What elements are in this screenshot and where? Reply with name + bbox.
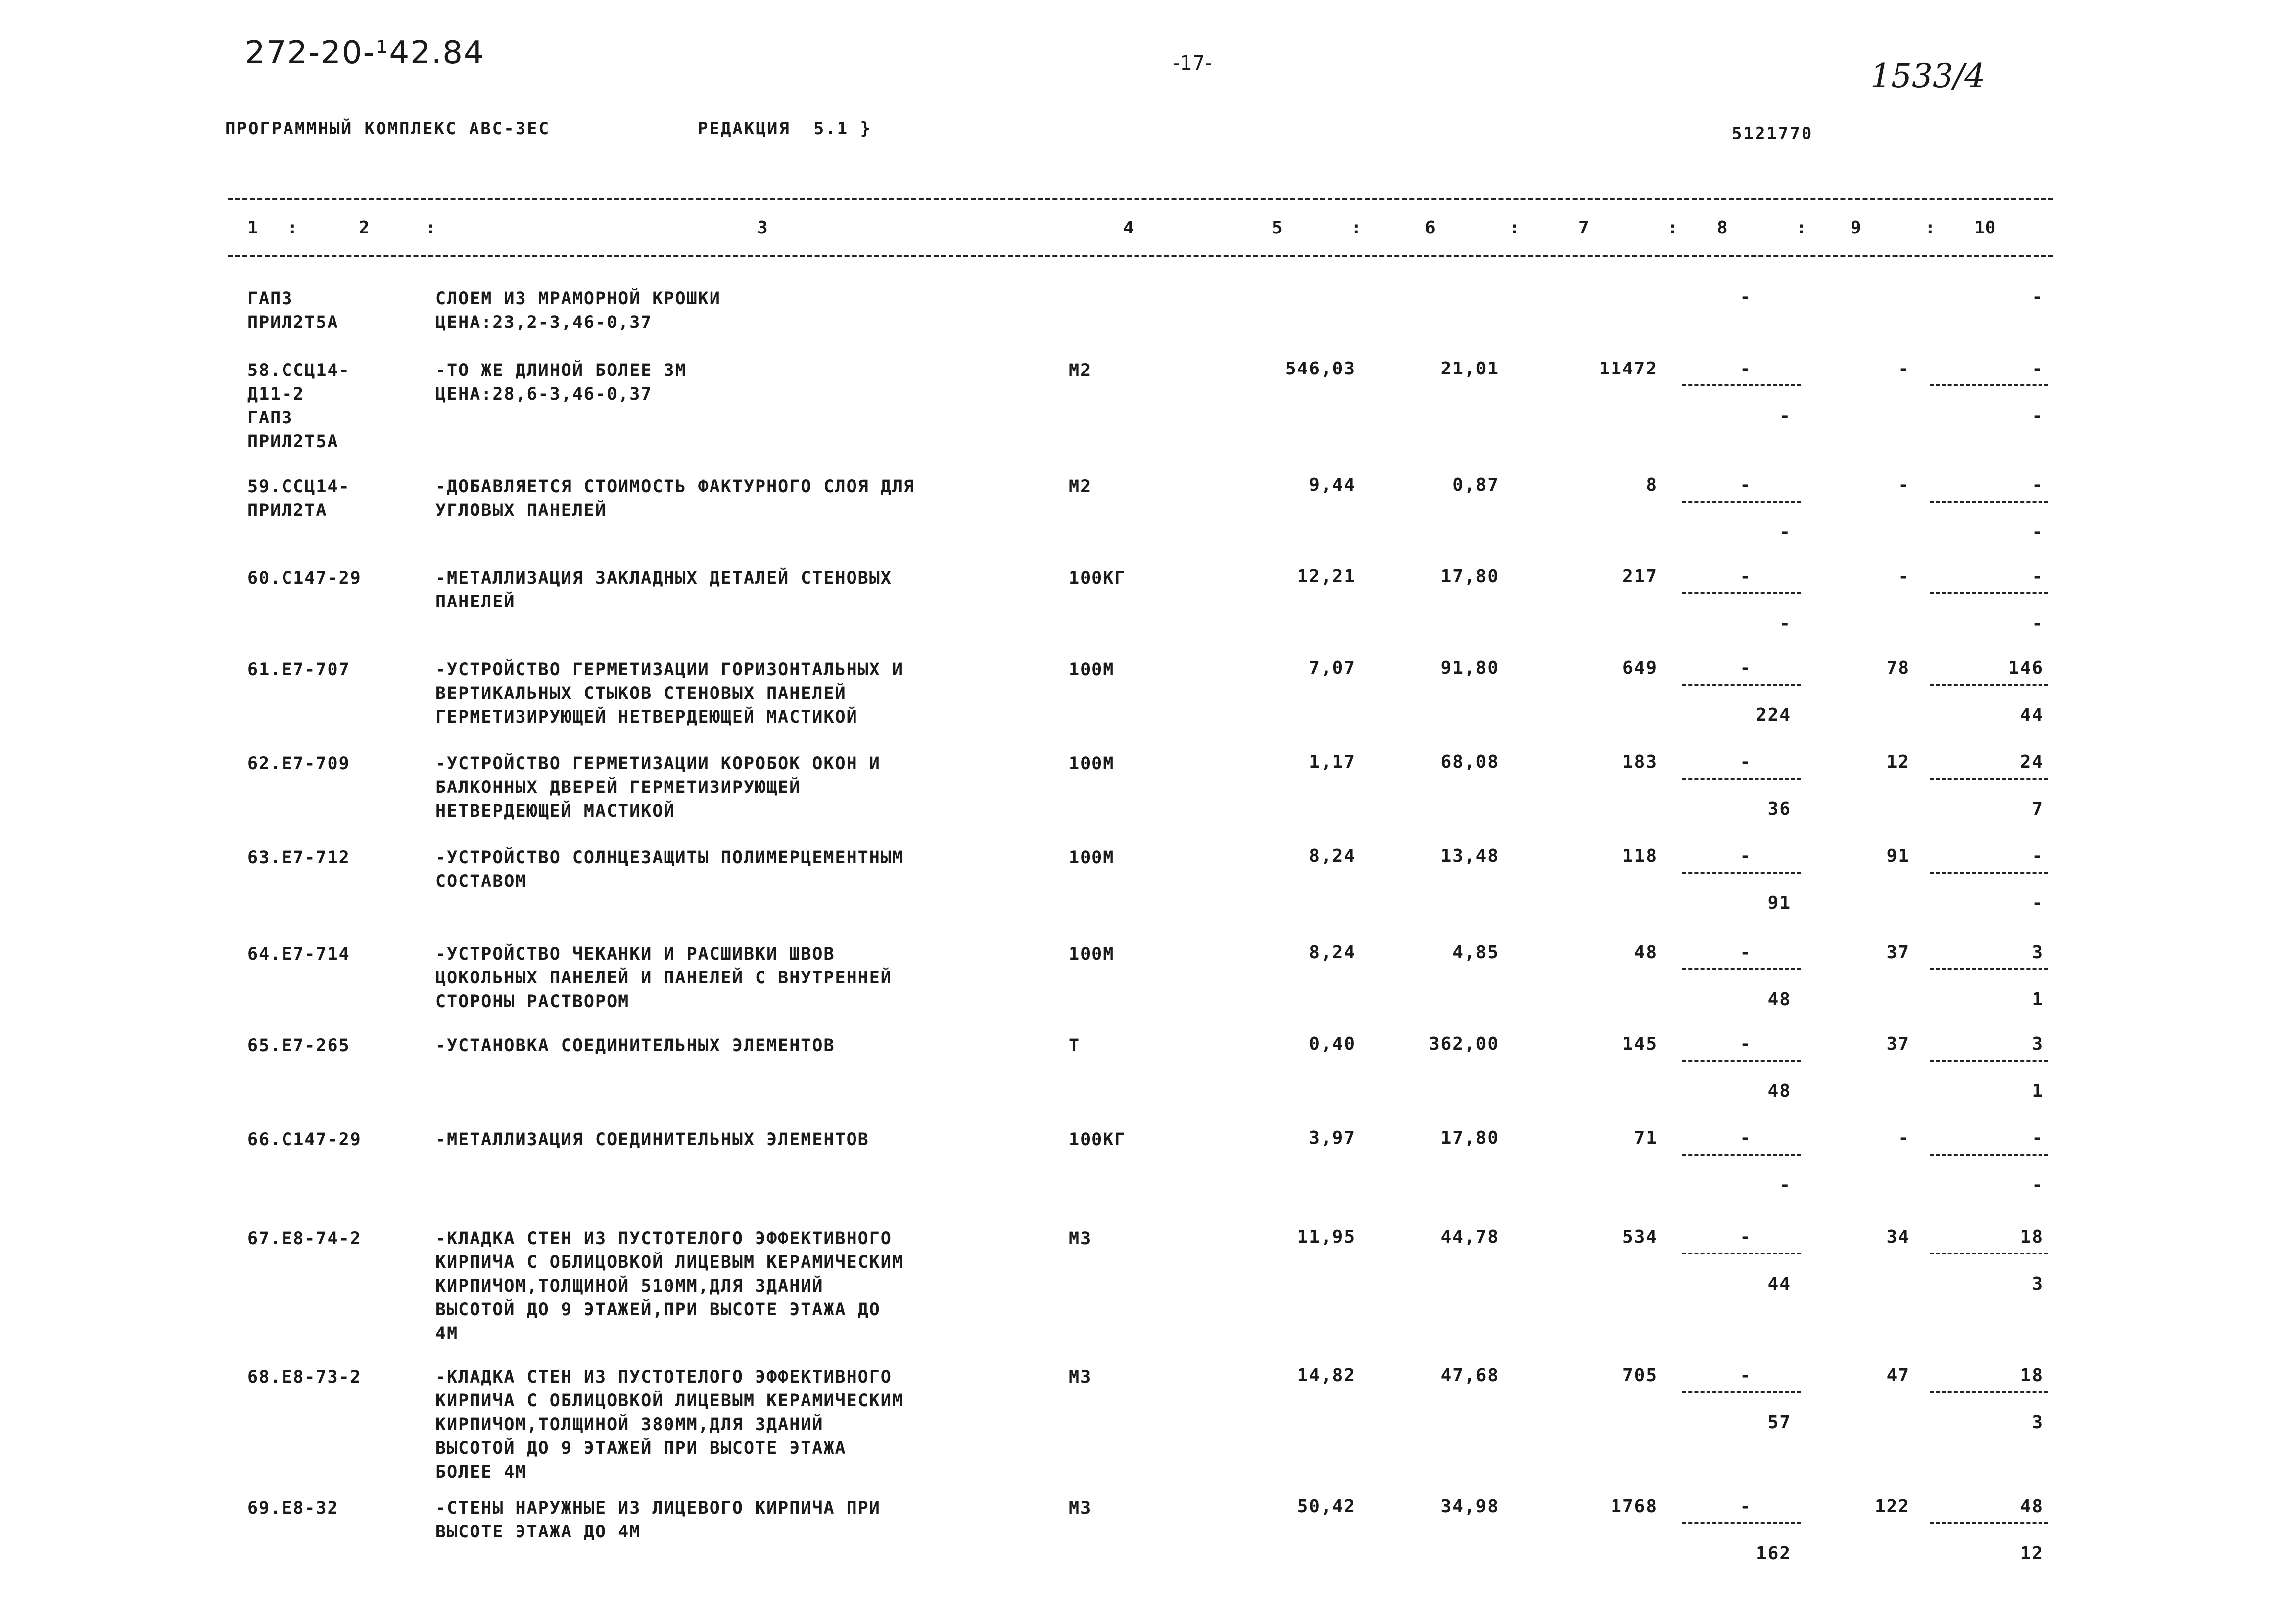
row-col8-top: - bbox=[1740, 658, 1752, 678]
column-header-12: 8 bbox=[1717, 218, 1728, 238]
row-description: НЕТВЕРДЕЮЩЕЙ МАСТИКОЙ bbox=[435, 801, 675, 821]
row-total: 705 bbox=[1622, 1365, 1658, 1386]
row-description: -МЕТАЛЛИЗАЦИЯ ЗАКЛАДНЫХ ДЕТАЛЕЙ СТЕНОВЫХ bbox=[435, 568, 892, 588]
col8-divider bbox=[1682, 872, 1801, 874]
row-description: УГЛОВЫХ ПАНЕЛЕЙ bbox=[435, 501, 607, 520]
column-header-1: : bbox=[287, 218, 298, 238]
row-col8-bottom: 44 bbox=[1767, 1274, 1791, 1294]
row-col8-top: - bbox=[1740, 475, 1752, 495]
row-col10-top: 3 bbox=[2032, 1034, 2043, 1054]
column-header-10: 7 bbox=[1578, 218, 1589, 238]
row-col10-top: 24 bbox=[2020, 752, 2043, 772]
row-description: ПАНЕЛЕЙ bbox=[435, 592, 516, 612]
col8-divider bbox=[1682, 1154, 1801, 1156]
row-description: -ТО ЖЕ ДЛИНОЙ БОЛЕЕ 3М bbox=[435, 361, 687, 380]
row-col10-top: 146 bbox=[2008, 658, 2043, 678]
row-code: 61.Е7-707 bbox=[247, 660, 350, 680]
row-col9: 34 bbox=[1886, 1227, 1910, 1247]
row-quantity: 12,21 bbox=[1297, 566, 1356, 587]
row-code: 58.ССЦ14- bbox=[247, 361, 350, 380]
row-col8-bottom: 224 bbox=[1756, 705, 1791, 725]
row-col10-top: - bbox=[2032, 1128, 2043, 1148]
col8-divider bbox=[1682, 968, 1801, 970]
row-unit: 100КГ bbox=[1069, 1130, 1126, 1150]
column-header-11: : bbox=[1667, 218, 1678, 238]
row-description: БАЛКОННЫХ ДВЕРЕЙ ГЕРМЕТИЗИРУЮЩЕЙ bbox=[435, 778, 801, 797]
row-unit-price: 21,01 bbox=[1440, 359, 1499, 379]
row-unit-price: 44,78 bbox=[1440, 1227, 1499, 1247]
row-col10-top: 18 bbox=[2020, 1227, 2043, 1247]
table-top-rule bbox=[228, 198, 2053, 200]
row-code: 66.С147-29 bbox=[247, 1130, 362, 1150]
row-col10-top: - bbox=[2032, 287, 2043, 307]
row-total: 71 bbox=[1634, 1128, 1658, 1148]
row-col8-bottom: - bbox=[1779, 1175, 1791, 1195]
column-header-16: 10 bbox=[1974, 218, 1996, 238]
row-total: 1768 bbox=[1611, 1496, 1658, 1517]
row-col10-top: - bbox=[2032, 566, 2043, 587]
row-total: 649 bbox=[1622, 658, 1658, 678]
row-total: 118 bbox=[1622, 846, 1658, 866]
column-header-2: 2 bbox=[359, 218, 370, 238]
col10-divider bbox=[1930, 384, 2048, 386]
col8-divider bbox=[1682, 1522, 1801, 1524]
row-unit: 100М bbox=[1069, 944, 1115, 964]
row-col9: 37 bbox=[1886, 942, 1910, 963]
row-col8-top: - bbox=[1740, 846, 1752, 866]
row-col8-top: - bbox=[1740, 1496, 1752, 1517]
row-unit-price: 17,80 bbox=[1440, 566, 1499, 587]
row-col10-bottom: 12 bbox=[2020, 1543, 2043, 1564]
row-description: СОСТАВОМ bbox=[435, 872, 527, 891]
row-quantity: 1,17 bbox=[1309, 752, 1356, 772]
col10-divider bbox=[1930, 968, 2048, 970]
row-col9: 78 bbox=[1886, 658, 1910, 678]
column-header-15: : bbox=[1925, 218, 1936, 238]
col8-divider bbox=[1682, 501, 1801, 503]
row-description: ЦЕНА:28,6-3,46-0,37 bbox=[435, 384, 653, 404]
row-total: 11472 bbox=[1599, 359, 1658, 379]
col10-divider bbox=[1930, 1154, 2048, 1156]
row-col8-top: - bbox=[1740, 359, 1752, 379]
row-description: -МЕТАЛЛИЗАЦИЯ СОЕДИНИТЕЛЬНЫХ ЭЛЕМЕНТОВ bbox=[435, 1130, 869, 1150]
row-col8-bottom: 48 bbox=[1767, 989, 1791, 1010]
row-code: ПРИЛ2ТА bbox=[247, 501, 328, 520]
row-col9: 91 bbox=[1886, 846, 1910, 866]
row-unit: М2 bbox=[1069, 361, 1092, 380]
row-description: БОЛЕЕ 4М bbox=[435, 1462, 527, 1482]
row-description: -КЛАДКА СТЕН ИЗ ПУСТОТЕЛОГО ЭФФЕКТИВНОГО bbox=[435, 1367, 892, 1387]
row-code: 67.Е8-74-2 bbox=[247, 1229, 362, 1249]
row-description: ВЫСОТОЙ ДО 9 ЭТАЖЕЙ ПРИ ВЫСОТЕ ЭТАЖА bbox=[435, 1438, 847, 1458]
row-col8-top: - bbox=[1740, 1034, 1752, 1054]
row-description: ВЫСОТЕ ЭТАЖА ДО 4М bbox=[435, 1522, 641, 1542]
row-code: ПРИЛ2Т5А bbox=[247, 313, 339, 332]
column-header-0: 1 bbox=[247, 218, 258, 238]
row-col10-bottom: - bbox=[2032, 522, 2043, 542]
row-col10-top: 3 bbox=[2032, 942, 2043, 963]
row-col10-top: - bbox=[2032, 475, 2043, 495]
column-header-13: : bbox=[1796, 218, 1807, 238]
row-description: -УСТРОЙСТВО СОЛНЦЕЗАЩИТЫ ПОЛИМЕРЦЕМЕНТНЫМ bbox=[435, 848, 903, 868]
row-col8-bottom: 91 bbox=[1767, 893, 1791, 913]
row-unit: 100КГ bbox=[1069, 568, 1126, 588]
row-col10-bottom: 44 bbox=[2020, 705, 2043, 725]
col10-divider bbox=[1930, 1253, 2048, 1254]
row-total: 534 bbox=[1622, 1227, 1658, 1247]
col8-divider bbox=[1682, 1060, 1801, 1062]
row-unit: 100М bbox=[1069, 848, 1115, 868]
row-col9: 37 bbox=[1886, 1034, 1910, 1054]
row-col10-bottom: 3 bbox=[2032, 1274, 2043, 1294]
row-code: 62.Е7-709 bbox=[247, 754, 350, 774]
row-description: КИРПИЧА С ОБЛИЦОВКОЙ ЛИЦЕВЫМ КЕРАМИЧЕСКИМ bbox=[435, 1391, 903, 1411]
table-header-rule bbox=[228, 255, 2053, 257]
row-col8-top: - bbox=[1740, 1128, 1752, 1148]
row-description: -УСТАНОВКА СОЕДИНИТЕЛЬНЫХ ЭЛЕМЕНТОВ bbox=[435, 1036, 835, 1056]
row-code: ГАПЗ bbox=[247, 289, 293, 309]
row-description: 4М bbox=[435, 1324, 459, 1344]
col10-divider bbox=[1930, 501, 2048, 503]
row-quantity: 7,07 bbox=[1309, 658, 1356, 678]
row-col9: - bbox=[1898, 1128, 1910, 1148]
row-unit: М3 bbox=[1069, 1498, 1092, 1518]
row-unit: Т bbox=[1069, 1036, 1081, 1056]
row-code: 60.С147-29 bbox=[247, 568, 362, 588]
row-description: КИРПИЧОМ,ТОЛЩИНОЙ 380ММ,ДЛЯ ЗДАНИЙ bbox=[435, 1415, 824, 1435]
row-code: 64.Е7-714 bbox=[247, 944, 350, 964]
row-col8-bottom: 36 bbox=[1767, 799, 1791, 819]
row-col10-bottom: - bbox=[2032, 406, 2043, 426]
row-col10-bottom: 7 bbox=[2032, 799, 2043, 819]
row-col10-top: - bbox=[2032, 359, 2043, 379]
column-header-8: 6 bbox=[1425, 218, 1436, 238]
row-code: ГАПЗ bbox=[247, 408, 293, 428]
row-col10-bottom: - bbox=[2032, 893, 2043, 913]
row-quantity: 50,42 bbox=[1297, 1496, 1356, 1517]
column-header-6: 5 bbox=[1272, 218, 1282, 238]
document-code: 5121770 bbox=[1732, 124, 1813, 143]
row-description: -ДОБАВЛЯЕТСЯ СТОИМОСТЬ ФАКТУРНОГО СЛОЯ ДЛЯ bbox=[435, 477, 915, 497]
row-col9: - bbox=[1898, 475, 1910, 495]
row-code: 68.Е8-73-2 bbox=[247, 1367, 362, 1387]
row-quantity: 11,95 bbox=[1297, 1227, 1356, 1247]
row-col8-bottom: 48 bbox=[1767, 1081, 1791, 1101]
sheet-number: 1533/4 bbox=[1870, 57, 1986, 95]
row-col8-top: - bbox=[1740, 942, 1752, 963]
row-col10-bottom: - bbox=[2032, 1175, 2043, 1195]
row-description: -КЛАДКА СТЕН ИЗ ПУСТОТЕЛОГО ЭФФЕКТИВНОГО bbox=[435, 1229, 892, 1249]
row-col8-bottom: 57 bbox=[1767, 1412, 1791, 1433]
row-col8-top: - bbox=[1740, 1227, 1752, 1247]
row-unit-price: 68,08 bbox=[1440, 752, 1499, 772]
row-quantity: 3,97 bbox=[1309, 1128, 1356, 1148]
col10-divider bbox=[1930, 592, 2048, 594]
row-col10-bottom: - bbox=[2032, 613, 2043, 634]
row-total: 217 bbox=[1622, 566, 1658, 587]
row-col9: 122 bbox=[1874, 1496, 1910, 1517]
row-description: ВЕРТИКАЛЬНЫХ СТЫКОВ СТЕНОВЫХ ПАНЕЛЕЙ bbox=[435, 684, 847, 703]
row-col8-top: - bbox=[1740, 1365, 1752, 1386]
row-unit-price: 362,00 bbox=[1428, 1034, 1499, 1054]
program-name: ПРОГРАММНЫЙ КОМПЛЕКС АВС-3ЕС bbox=[225, 119, 551, 139]
col8-divider bbox=[1682, 384, 1801, 386]
row-col10-bottom: 3 bbox=[2032, 1412, 2043, 1433]
col8-divider bbox=[1682, 1253, 1801, 1254]
row-col8-top: - bbox=[1740, 566, 1752, 587]
row-quantity: 14,82 bbox=[1297, 1365, 1356, 1386]
row-description: ГЕРМЕТИЗИРУЮЩЕЙ НЕТВЕРДЕЮЩЕЙ МАСТИКОЙ bbox=[435, 707, 858, 727]
col10-divider bbox=[1930, 684, 2048, 686]
row-col10-top: 48 bbox=[2020, 1496, 2043, 1517]
row-quantity: 8,24 bbox=[1309, 942, 1356, 963]
row-unit: М2 bbox=[1069, 477, 1092, 497]
row-col8-top: - bbox=[1740, 752, 1752, 772]
row-col9: 47 bbox=[1886, 1365, 1910, 1386]
row-unit: М3 bbox=[1069, 1229, 1092, 1249]
col8-divider bbox=[1682, 1391, 1801, 1393]
row-col10-bottom: 1 bbox=[2032, 989, 2043, 1010]
row-description: ВЫСОТОЙ ДО 9 ЭТАЖЕЙ,ПРИ ВЫСОТЕ ЭТАЖА ДО bbox=[435, 1300, 881, 1320]
row-col8-bottom: - bbox=[1779, 406, 1791, 426]
row-description: ЦОКОЛЬНЫХ ПАНЕЛЕЙ И ПАНЕЛЕЙ С ВНУТРЕННЕЙ bbox=[435, 968, 892, 988]
row-total: 183 bbox=[1622, 752, 1658, 772]
column-header-7: : bbox=[1351, 218, 1362, 238]
row-total: 145 bbox=[1622, 1034, 1658, 1054]
page-number: -17- bbox=[1173, 52, 1212, 75]
col10-divider bbox=[1930, 1391, 2048, 1393]
row-quantity: 0,40 bbox=[1309, 1034, 1356, 1054]
row-code: 69.Е8-32 bbox=[247, 1498, 339, 1518]
row-description: СЛОЕМ ИЗ МРАМОРНОЙ КРОШКИ bbox=[435, 289, 721, 309]
row-col10-top: - bbox=[2032, 846, 2043, 866]
row-description: -УСТРОЙСТВО ГЕРМЕТИЗАЦИИ ГОРИЗОНТАЛЬНЫХ И bbox=[435, 660, 903, 680]
row-description: -УСТРОЙСТВО ГЕРМЕТИЗАЦИИ КОРОБОК ОКОН И bbox=[435, 754, 881, 774]
row-description: КИРПИЧОМ,ТОЛЩИНОЙ 510ММ,ДЛЯ ЗДАНИЙ bbox=[435, 1276, 824, 1296]
document-number: 272-20-¹42.84 bbox=[245, 35, 485, 71]
row-code: Д11-2 bbox=[247, 384, 305, 404]
row-col8-top: - bbox=[1740, 287, 1752, 307]
row-col8-bottom: 162 bbox=[1756, 1543, 1791, 1564]
row-unit: М3 bbox=[1069, 1367, 1092, 1387]
row-col9: - bbox=[1898, 359, 1910, 379]
row-unit-price: 17,80 bbox=[1440, 1128, 1499, 1148]
row-col9: 12 bbox=[1886, 752, 1910, 772]
row-unit-price: 13,48 bbox=[1440, 846, 1499, 866]
col8-divider bbox=[1682, 592, 1801, 594]
col10-divider bbox=[1930, 1522, 2048, 1524]
row-col8-bottom: - bbox=[1779, 522, 1791, 542]
row-description: СТОРОНЫ РАСТВОРОМ bbox=[435, 992, 630, 1012]
row-description: -УСТРОЙСТВО ЧЕКАНКИ И РАСШИВКИ ШВОВ bbox=[435, 944, 835, 964]
row-quantity: 8,24 bbox=[1309, 846, 1356, 866]
row-total: 48 bbox=[1634, 942, 1658, 963]
row-code: 65.Е7-265 bbox=[247, 1036, 350, 1056]
row-col8-bottom: - bbox=[1779, 613, 1791, 634]
row-col10-top: 18 bbox=[2020, 1365, 2043, 1386]
edition-label: РЕДАКЦИЯ 5.1 } bbox=[698, 119, 872, 139]
row-quantity: 546,03 bbox=[1285, 359, 1356, 379]
col10-divider bbox=[1930, 872, 2048, 874]
column-header-3: : bbox=[426, 218, 436, 238]
col10-divider bbox=[1930, 1060, 2048, 1062]
column-header-14: 9 bbox=[1851, 218, 1861, 238]
row-unit-price: 4,85 bbox=[1452, 942, 1499, 963]
row-description: КИРПИЧА С ОБЛИЦОВКОЙ ЛИЦЕВЫМ КЕРАМИЧЕСКИМ bbox=[435, 1253, 903, 1272]
column-header-5: 4 bbox=[1123, 218, 1134, 238]
row-unit-price: 47,68 bbox=[1440, 1365, 1499, 1386]
row-code: 63.Е7-712 bbox=[247, 848, 350, 868]
row-col9: - bbox=[1898, 566, 1910, 587]
row-description: -СТЕНЫ НАРУЖНЫЕ ИЗ ЛИЦЕВОГО КИРПИЧА ПРИ bbox=[435, 1498, 881, 1518]
row-description: ЦЕНА:23,2-3,46-0,37 bbox=[435, 313, 653, 332]
col10-divider bbox=[1930, 778, 2048, 780]
column-header-4: 3 bbox=[757, 218, 768, 238]
row-unit-price: 34,98 bbox=[1440, 1496, 1499, 1517]
col8-divider bbox=[1682, 778, 1801, 780]
row-code: ПРИЛ2Т5А bbox=[247, 432, 339, 452]
row-total: 8 bbox=[1646, 475, 1658, 495]
row-quantity: 9,44 bbox=[1309, 475, 1356, 495]
row-unit-price: 91,80 bbox=[1440, 658, 1499, 678]
row-unit: 100М bbox=[1069, 660, 1115, 680]
column-header-9: : bbox=[1509, 218, 1520, 238]
row-unit: 100М bbox=[1069, 754, 1115, 774]
row-unit-price: 0,87 bbox=[1452, 475, 1499, 495]
row-code: 59.ССЦ14- bbox=[247, 477, 350, 497]
row-col10-bottom: 1 bbox=[2032, 1081, 2043, 1101]
col8-divider bbox=[1682, 684, 1801, 686]
